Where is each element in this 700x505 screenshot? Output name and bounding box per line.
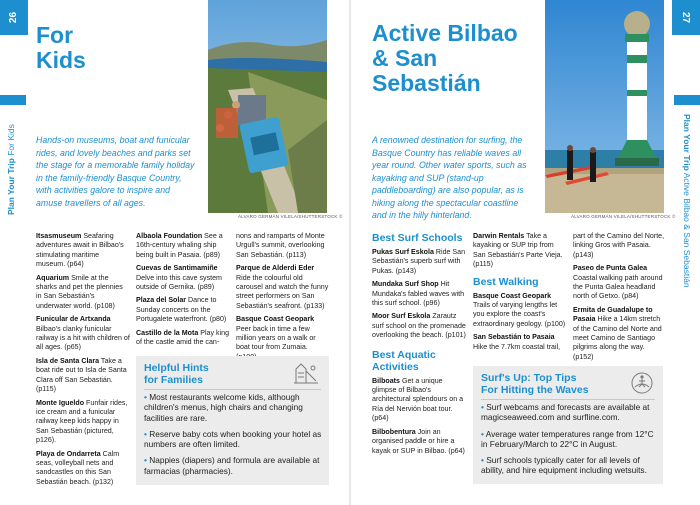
list-item: nons and ramparts of Monte Urgull's summit, overlooking San Sebastián. (p113) xyxy=(236,232,325,259)
right-column-2 xyxy=(473,232,567,356)
list-item: • Reserve baby cots when booking your hotel as numbers are often limited. xyxy=(144,428,322,450)
list-item: Cuevas de Santimamiñe Delve into this cave system outside of Gernika. (p89) xyxy=(136,264,222,292)
family-hints-box xyxy=(136,356,329,485)
family-hints-divider xyxy=(144,389,321,390)
right-page-title xyxy=(372,21,518,96)
left-intro: Hands-on museums, boat and funicular rides, and lovely beaches and parks set the stage for a memorable family holiday in the family-friendly Basque Country, with activities galore to inspire and amuse travellers of all ages. xyxy=(36,135,195,208)
list-item: Castillo de la Mota Play king of the castle amid the can- xyxy=(136,328,230,347)
left-column-1 xyxy=(36,232,130,491)
list-item: Mundaka Surf Shop Hit Mundaka's fabled waves with this surf school. (p96) xyxy=(372,280,465,308)
surf-tips-list xyxy=(481,402,657,482)
left-side-tab-section: Plan Your Trip xyxy=(6,158,16,215)
best-aquatic-heading: Best Aquatic Activities xyxy=(372,348,436,373)
right-column-1 xyxy=(372,232,466,460)
playground-icon xyxy=(292,361,320,390)
spine xyxy=(349,0,351,505)
list-item: • Surf webcams and forecasts are available at magicseaweed.com and surfline.com. xyxy=(481,402,650,423)
right-title-line1: Active Bilbao xyxy=(372,20,518,46)
list-item: Monte Igueldo Funfair rides, ice cream and a funicular railway keep kids happy in San Sebastián (pictured, p126). xyxy=(36,398,128,445)
surfer-icon xyxy=(629,371,655,400)
list-item: Moor Surf Eskola Zarautz surf school on the promenade overlooking the beach. (p101) xyxy=(372,312,466,340)
left-page-title xyxy=(36,23,86,73)
lighthouse-photo xyxy=(545,0,664,213)
left-column-2 xyxy=(136,232,230,351)
list-item: Bilbobentura Join an organised paddle or hire a kayak or SUP in Bilbao. (p64) xyxy=(372,427,465,455)
right-title-line2: & San xyxy=(372,45,438,71)
best-surf-schools-heading: Best Surf Schools xyxy=(372,232,463,244)
list-item: Plaza del Solar Dance to Sunday concerts on the Portugalete waterfront. (p80) xyxy=(136,296,227,324)
list-item: Basque Coast Geopark Trails of varying lengths let you explore the coast's extraordinary geology. (p100) xyxy=(473,291,566,328)
list-item: • Surf schools typically cater for all levels of ability, and hire equipment including wetsuits. xyxy=(481,455,647,476)
list-item: Pukas Surf Eskola Ride San Sebastián's superb surf with Pukas. (p143) xyxy=(372,248,466,275)
surf-tips-divider xyxy=(481,399,655,400)
family-hints-heading: Helpful Hints for Families xyxy=(144,362,209,386)
list-item: part of the Camino del Norte, linking Gros with Pasaia. (p143) xyxy=(573,232,665,259)
list-item: • Most restaurants welcome kids, although children's menus, high chairs and changing facilities are rare. xyxy=(144,392,303,423)
surf-tips-heading: Surf's Up: Top Tips For Hitting the Waves xyxy=(481,372,589,396)
list-item: • Average water temperatures range from 12°C in February/March to 22°C in August. xyxy=(481,428,654,449)
left-side-tab xyxy=(6,124,16,215)
left-title-line2: Kids xyxy=(36,47,86,73)
right-page-number-box xyxy=(672,0,700,35)
left-page-number: 26 xyxy=(8,11,20,24)
family-hints-list xyxy=(144,392,322,482)
best-walking-heading: Best Walking xyxy=(473,275,539,288)
right-side-tab-marker xyxy=(674,95,700,105)
right-photo-credit: ÁLVARO GERMÁN VILELA/SHUTTERSTOCK © xyxy=(571,214,676,219)
right-intro: A renowned destination for surfing, the Basque Country has reliable waves all year round. Other water sports, such as kayaking and SUP (stand-up paddleboarding) are also popular, as is hiking along the spectacular coastline and in the hilly hinterland. xyxy=(372,135,527,220)
right-side-tab-chapter: Active Bilbao & San Sebastián xyxy=(682,172,692,288)
right-side-tab xyxy=(682,114,692,288)
left-page-number-box xyxy=(0,0,28,35)
left-column-3 xyxy=(236,232,330,366)
list-item: Darwin Rentals Take a kayaking or SUP trip from San Sebastián's Parte Vieja. (p115) xyxy=(473,232,563,269)
list-item: Isla de Santa Clara Take a boat ride out to Isla de Santa Clara off San Sebastián. (p115) xyxy=(36,356,127,394)
left-photo-credit: ÁLVARO GERMÁN VILELA/SHUTTERSTOCK © xyxy=(238,214,343,219)
list-item: Itsasmuseum Seafaring adventures await in Bilbao's stimulating maritime museum. (p64) xyxy=(36,232,124,269)
right-title-line3: Sebastián xyxy=(372,70,481,96)
list-item: Ermita de Guadalupe to Pasaia Hike a 14km stretch of the Camino del Norte and meet Camino de Santiago pilgrims along the way. (p152) xyxy=(573,305,662,361)
surf-tips-box xyxy=(473,366,663,484)
list-item: • Nappies (diapers) and formula are available at farmacias (pharmacies). xyxy=(144,455,320,476)
right-column-3 xyxy=(573,232,667,366)
list-item: Playa de Ondarreta Calm seas, volleyball nets and sandcastles on this San Sebastián beach. (p132) xyxy=(36,449,120,486)
list-item: Bilboats Get a unique glimpse of Bilbao's architectural splendours on a Ría del Nervión boat tour. (p64) xyxy=(372,376,464,423)
left-side-tab-marker xyxy=(0,95,26,105)
list-item: Funicular de Artxanda Bilbao's clanky funicular railway is a hit with children of all ages. (p65) xyxy=(36,315,130,352)
funicular-photo xyxy=(208,0,327,213)
right-side-tab-section: Plan Your Trip xyxy=(682,114,692,171)
list-item: San Sebastián to Pasaia Hike the 7.7km coastal trail, xyxy=(473,333,561,351)
list-item: Aquarium Smile at the sharks and pet the plennies in San Sebastián's underwater world. (p108) xyxy=(36,273,123,310)
left-side-tab-chapter: For Kids xyxy=(6,124,16,156)
left-title-line1: For xyxy=(36,22,74,48)
list-item: Basque Coast Geopark Peer back in time a few million years on a walk or boat tour from Zumaia. xyxy=(236,315,316,352)
list-item: Paseo de Punta Galea Coastal walking path around the Punta Galea headland north of Getxo. (p84) xyxy=(573,264,663,301)
right-page-number: 27 xyxy=(680,11,692,24)
list-item: Albaola Foundation See a 16th-century whaling ship being built in Pasaia. (p89) xyxy=(136,232,223,259)
list-item: Parque de Alderdi Eder Ride the colourful old carousel and watch the funny street performers on San Sebastián's seafront. (p133) xyxy=(236,264,329,310)
